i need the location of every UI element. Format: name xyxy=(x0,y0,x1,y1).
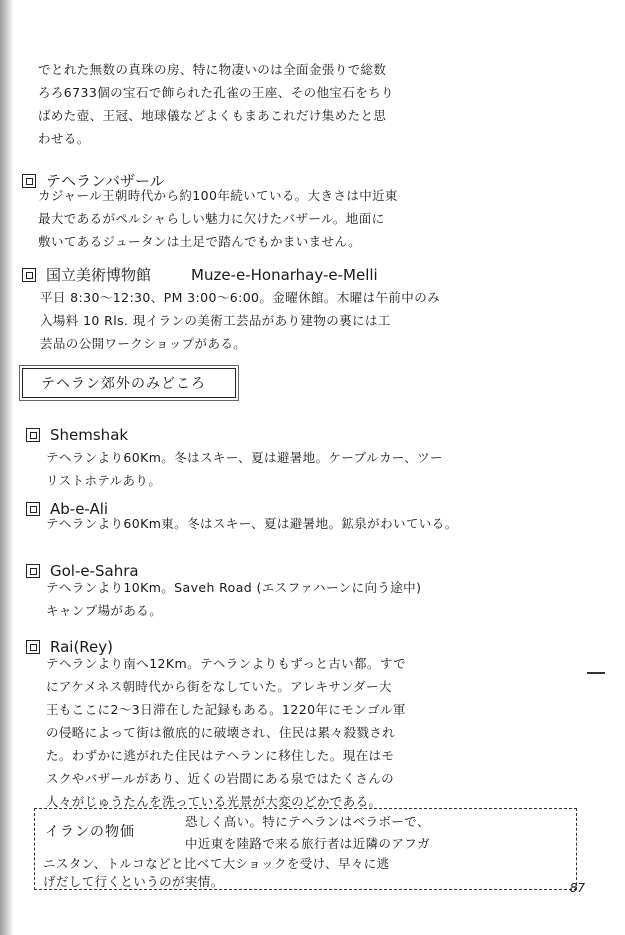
prices-note-line: げだして行くというのが実情。 xyxy=(43,874,224,889)
checkbox-icon xyxy=(22,268,36,282)
intro-line: ばめた壺、王冠、地球儀などよくもまあこれだけ集めたと思 xyxy=(38,108,387,123)
page-number: 87 xyxy=(569,881,585,895)
golesahra-line: テヘランより10Km。Saveh Road (エスファハーンに向う途中) xyxy=(46,580,422,595)
abeali-paragraph xyxy=(46,512,457,535)
rai-line: 人々がじゅうたんを洗っている光景が大変のどかである。 xyxy=(46,794,382,809)
margin-dash-mark xyxy=(587,672,605,674)
museum-paragraph xyxy=(40,286,440,355)
bazaar-line: カジャール王朝時代から約100年続いている。大きさは中近東 xyxy=(38,188,398,203)
bazaar-paragraph xyxy=(38,184,398,253)
shemshak-line: リストホテルあり。 xyxy=(46,473,162,488)
museum-line: 平日 8:30～12:30、PM 3:00～6:00。金曜休館。木曜は午前中のみ xyxy=(40,290,441,305)
rai-line: スクやバザールがあり、近くの岩間にある泉ではたくさんの xyxy=(46,771,395,786)
prices-note-line: 恐しく高い。特にテヘランはベラボーで、 xyxy=(185,814,430,829)
abeali-line: テヘランより60Km東。冬はスキー、夏は避暑地。鉱泉がわいている。 xyxy=(46,516,458,531)
checkbox-icon xyxy=(26,640,40,654)
checkbox-icon xyxy=(26,502,40,516)
section-title: テヘランバザール xyxy=(46,172,165,190)
shemshak-paragraph xyxy=(46,446,443,492)
section-title: 国立美術博物館 xyxy=(46,266,152,284)
checkbox-icon xyxy=(22,174,36,188)
golesahra-line: キャンプ場がある。 xyxy=(46,603,163,618)
prices-note-box xyxy=(34,808,577,890)
prices-note-line: 中近東を陸路で来る旅行者は近隣のアフガ xyxy=(185,836,430,851)
section-title: Ab-e-Ali xyxy=(50,500,109,518)
section-title-latin: Muze-e-Honarhay-e-Melli xyxy=(191,265,378,284)
shemshak-line: テヘランより60Km。冬はスキー、夏は避暑地。ケーブルカー、ツー xyxy=(46,450,443,465)
section-title: Rai(Rey) xyxy=(50,638,114,656)
museum-line: 入場料 10 Rls. 現イランの美術工芸品があり建物の裏には工 xyxy=(40,313,391,328)
checkbox-icon xyxy=(26,564,40,578)
rai-line: の侵略によって街は徹底的に破壊され、住民は累々殺戮され xyxy=(46,725,396,740)
section-title: Shemshak xyxy=(50,426,129,444)
rai-line: 王もここに2～3日滞在した記録もある。1220年にモンゴル軍 xyxy=(46,702,406,717)
suburbs-heading-frame xyxy=(22,368,236,398)
intro-line: ろろ6733個の宝石で飾られた孔雀の王座、その他宝石をちり xyxy=(38,85,394,100)
bazaar-line: 敷いてあるジュータンは土足で踏んでもかまいません。 xyxy=(38,234,362,249)
prices-note-title: イランの物価 xyxy=(45,824,135,840)
museum-line: 芸品の公開ワークショップがある。 xyxy=(40,336,247,351)
rai-line: にアケメネス朝時代から街をなしていた。アレキサンダー大 xyxy=(46,679,392,694)
rai-paragraph xyxy=(46,652,406,813)
prices-note-line: ニスタン、トルコなどと比べて大ショックを受け、早々に逃 xyxy=(43,856,390,871)
intro-line: でとれた無数の真珠の房、特に物凄いのは全面金張りで総数 xyxy=(38,62,387,77)
section-heading-museum xyxy=(22,264,378,285)
checkbox-icon xyxy=(26,428,40,442)
rai-line: テヘランより南へ12Km。テヘランよりもずっと古い都。すで xyxy=(46,656,407,671)
section-heading-shemshak xyxy=(26,426,128,444)
golesahra-paragraph xyxy=(46,576,421,622)
suburbs-heading: テヘラン郊外のみどころ xyxy=(41,376,206,392)
bazaar-line: 最大であるがペルシャらしい魅力に欠けたバザール。地面に xyxy=(38,211,385,226)
book-spine-shadow xyxy=(0,0,14,935)
rai-line: た。わずかに逃がれた住民はテヘランに移住した。現在はモ xyxy=(46,748,395,763)
intro-line: わせる。 xyxy=(38,131,90,146)
intro-paragraph xyxy=(38,58,394,150)
section-title: Gol-e-Sahra xyxy=(50,562,139,580)
